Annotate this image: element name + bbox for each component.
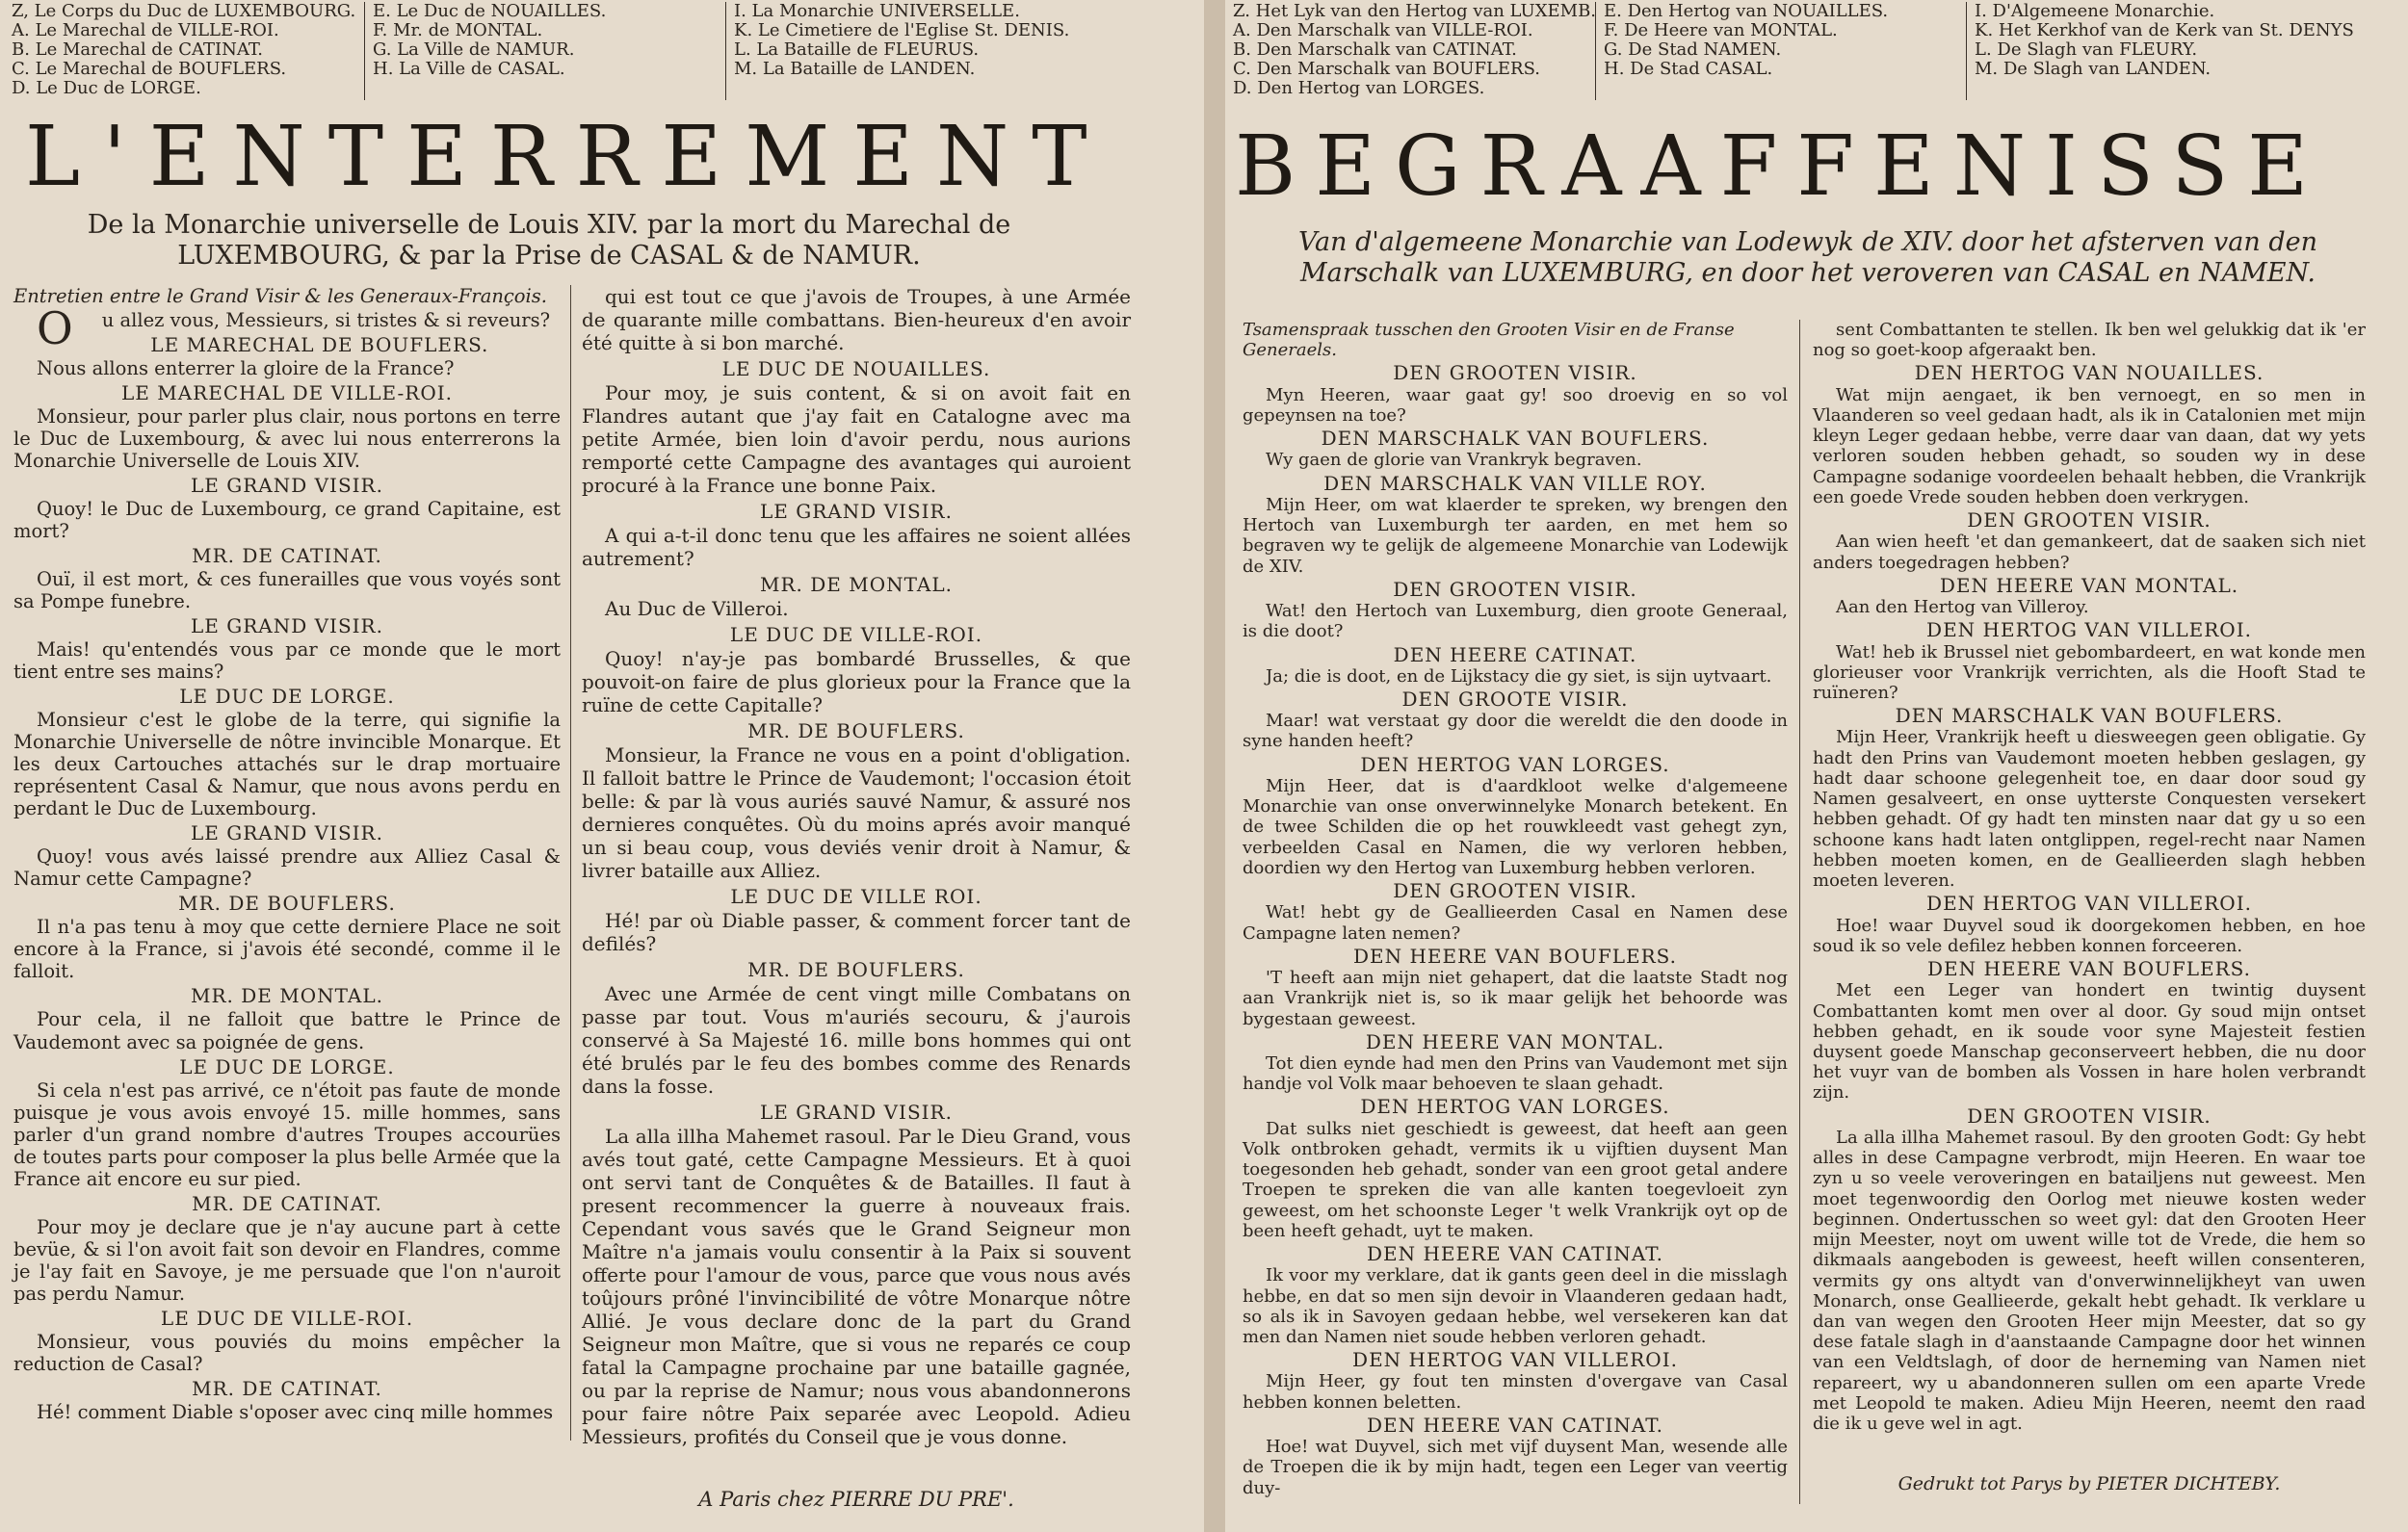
- speech-text: Hé! par où Diable passer, & comment forcer tant de defilés?: [582, 909, 1131, 955]
- speech-text: Met een Leger van hondert en twintig duysent Combattanten komt men over al door. Gy soud mijn ontset hebben gehadt, en ik soude voor syne Majesteit festien duysent goede Manschap geconserveert hebben, die nu door het vuyr van de bomben als Vossen in hare holen verbrandt zijn.: [1813, 980, 2366, 1104]
- speaker-heading: DEN GROOTE VISIR.: [1401, 687, 1629, 711]
- speaker-heading: DEN HEERE VAN CATINAT.: [1366, 1242, 1664, 1266]
- speaker-heading: MR. DE BOUFLERS.: [747, 958, 965, 981]
- speech-text: Ouï, il est mort, & ces funerailles que vous voyés sont sa Pompe funebre.: [13, 568, 561, 613]
- speech-text: Monsieur c'est le globe de la terre, qui signifie la Monarchie Universelle de nôtre invincible Monarque. Et les deux Cartouches attachés sur le drap mortuaire représentent Casal & Namur, que nous avons perdu en perdant le Duc de Luxembourg.: [13, 709, 561, 820]
- subtitle-line: De la Monarchie universelle de Louis XIV. par la mort du Marechal de: [87, 210, 1011, 240]
- speech-text: Hoe! waar Duyvel soud ik doorgekomen hebben, en hoe soud ik so vele defilez hebben konnen forceeren.: [1813, 915, 2366, 956]
- legend-column: [725, 2, 1158, 100]
- speaker-heading: DEN MARSCHALK VAN BOUFLERS.: [1895, 704, 2284, 728]
- speaker-heading: LE MARECHAL DE VILLE-ROI.: [121, 381, 453, 405]
- text-column-right: [1813, 320, 2366, 1456]
- speech-text: Tot dien eynde had men den Prins van Vaudemont met sijn handje vol Volk maar behoeven te slaan gehadt.: [1243, 1052, 1788, 1095]
- speaker-heading: LE GRAND VISIR.: [191, 614, 383, 638]
- subtitle-line: LUXEMBOURG, & par la Prise de CASAL & de NAMUR.: [177, 241, 921, 271]
- dutch-broadsheet: [1225, 0, 2408, 1532]
- speech-text: Aan den Hertog van Villeroy.: [1836, 597, 2089, 618]
- speech-text: Maar! wat verstaat gy door die wereldt die den doode in syne handen heeft?: [1243, 711, 1788, 752]
- speech-text: Wat mijn aengaet, ik ben vernoegt, en so men in Vlaanderen so veel gedaan hadt, als ik in Catalonien met mijn kleyn Leger gedaan hebbe, verre daar van daan, dat wy yets verloren souden hebben gehadt, so souden wy in dese Campagne sodanige voordeelen behaalt hebben, die Vrankrijk een goede Vrede souden hebben doen verkrygen.: [1813, 384, 2366, 507]
- column-divider: [1799, 320, 1800, 1504]
- speech-text: Mijn Heer, dat is d'aardkloot welke d'algemeene Monarchie van onse onverwinnelyke Monarch betekent. En de twee Schilden die op het rouwkleedt vast gehegt zyn, verbeelden Casal en Namen, die wy verloren hebben, doordien wy den Hertog van Luxemburg hebben verloren.: [1243, 775, 1788, 878]
- speech-text: Ja; die is doot, en de Lijkstacy die gy siet, is sijn uytvaart.: [1266, 665, 1772, 687]
- speech-text: Il n'a pas tenu à moy que cette derniere Place ne soit encore à la France, si j'avois été secondé, comme il le falloit.: [13, 916, 561, 983]
- legend-entry: E. Den Hertog van NOUAILLES.: [1604, 1, 1889, 21]
- page-title: L'ENTERREMENT: [25, 109, 1111, 205]
- speech-text: La alla illha Mahemet rasoul. By den grooten Godt: Gy hebt alles in dese Campagne verbrodt, mijn Heeren. En waar toe zyn u so veele veroveringen en batailjens nut geweest. Men moet tegenwoordig den Oorlog met nieuwe kosten weder beginnen. Ondertusschen so weet gyl: dat den Grooten Heer mijn Meester, noyt om uwent wille tot de Vrede, die hem so dikmaals aangeboden is geweest, heeft willen consenteren, vermits gy ons altydt van d'onverwinnelijkheyt van uwen Monarch, onse Geallieerde, gekalt hebt gehadt. Ik verklare u dan van wegen den Grooten Heer mijn Meester, dat so gy dese fatale slagh in d'aanstaande Campagne door het winnen van een Veldtslagh, of door de herneming van Namen niet repareert, wy u abandonneren sullen om een aparte Vrede met Leopold te maken. Adieu Mijn Heeren, neemt den raad die ik u geve wel in agt.: [1813, 1127, 2366, 1435]
- speaker-heading: LE GRAND VISIR.: [191, 821, 383, 845]
- speaker-heading: LE GRAND VISIR.: [191, 474, 383, 498]
- speaker-heading: DEN GROOTEN VISIR.: [1393, 879, 1637, 903]
- speaker-heading: MR. DE BOUFLERS.: [178, 892, 396, 916]
- speaker-heading: DEN HEERE VAN MONTAL.: [1365, 1029, 1665, 1053]
- page-subtitle: [39, 210, 1060, 272]
- speech-text: sent Combattanten te stellen. Ik ben wel gelukkig dat ik 'er nog so goet-koop afgeraakt ben.: [1813, 320, 2366, 361]
- speaker-heading: MR. DE CATINAT.: [192, 1191, 382, 1215]
- legend-entry: G. De Stad NAMEN.: [1604, 39, 1782, 60]
- speech-text: Monsieur, la France ne vous en a point d'obligation. Il falloit battre le Prince de Vaudemont; l'occasion étoit belle: & par là vous auriés sauvé Namur, & assuré nos dernieres conquêtes. Où du moins aprés avoir manqué un si beau coup, vous deviés venir droit à Namur, & livrer bataille aux Alliez.: [582, 743, 1131, 882]
- speaker-heading: MR. DE MONTAL.: [191, 984, 383, 1008]
- speech-text: Pour cela, il ne falloit que battre le Prince de Vaudemont avec sa poignée de gens.: [13, 1008, 561, 1053]
- speech-text: Mais! qu'entendés vous par ce monde que le mort tient entre ses mains?: [13, 638, 561, 684]
- legend-entry: H. De Stad CASAL.: [1604, 59, 1773, 79]
- speaker-heading: DEN HERTOG VAN VILLEROI.: [1926, 618, 2252, 642]
- speaker-heading: DEN HEERE VAN BOUFLERS.: [1926, 957, 2252, 981]
- legend-entry: Z. Het Lyk van den Hertog van LUXEMB.: [1233, 1, 1597, 21]
- page-title: BEGRAAFFENISSE: [1235, 118, 2328, 215]
- legend-entry: L. De Slagh van FLEURY.: [1975, 39, 2198, 60]
- legend-column: [364, 2, 720, 100]
- speaker-heading: MR. DE BOUFLERS.: [747, 719, 965, 742]
- legend-entry: C. Le Marechal de BOUFLERS.: [12, 59, 287, 79]
- speaker-heading: LE GRAND VISIR.: [760, 500, 953, 523]
- speech-text: Monsieur, vous pouviés du moins empêcher la reduction de Casal?: [13, 1330, 561, 1375]
- speaker-heading: DEN HEERE VAN MONTAL.: [1939, 573, 2239, 597]
- legend-entry: H. La Ville de CASAL.: [373, 59, 565, 79]
- page-fold: [1204, 0, 1225, 1532]
- speaker-heading: DEN GROOTEN VISIR.: [1967, 508, 2212, 532]
- speech-text: Mijn Heer, Vrankrijk heeft u diesweegen geen obligatie. Gy hadt den Prins van Vaudemont moeten hebben geslagen, gy hadt daar schoone gelegenheit toe, en daar door soud gy Namen gesalveert, en onse uytterste Conquesten versekert hebben gehadt. Of gy hadt ten minsten naar dat gy u so een schoone kans hadt laten ontglippen, regel-recht naar Namen hebben moeten komen, en de Geallieerden slagh hebben moeten leveren.: [1813, 727, 2366, 892]
- speech-text: Quoy! vous avés laissé prendre aux Alliez Casal & Namur cette Campagne?: [13, 845, 561, 891]
- speaker-heading: DEN HERTOG VAN VILLEROI.: [1926, 892, 2252, 916]
- speech-text: Aan wien heeft 'et dan gemankeert, dat de saaken sich niet anders toegedragen hebben?: [1813, 532, 2366, 573]
- speaker-heading: LE DUC DE VILLE-ROI.: [729, 623, 983, 646]
- speaker-heading: MR. DE MONTAL.: [760, 573, 953, 596]
- legend-entry: K. Le Cimetiere de l'Eglise St. DENIS.: [734, 20, 1070, 40]
- speech-text: Wat! heb ik Brussel niet gebombardeert, en wat konde men glorieuser voor Vrankrijk verrichten, als die Hooft Stad te ruïneren?: [1813, 641, 2366, 703]
- speaker-heading: DEN HERTOG VAN LORGES.: [1360, 1095, 1670, 1119]
- speaker-heading: MR. DE CATINAT.: [192, 1376, 382, 1400]
- speech-text: Quoy! n'ay-je pas bombardé Brusselles, & que pouvoit-on faire de plus glorieux pour la France que la ruïne de cette Capitalle?: [582, 647, 1131, 716]
- legend-entry: E. Le Duc de NOUAILLES.: [373, 1, 607, 21]
- legend-entry: B. Den Marschalk van CATINAT.: [1233, 39, 1517, 60]
- text-column-left: [13, 285, 561, 1527]
- speech-text: Au Duc de Villeroi.: [605, 597, 789, 620]
- speaker-heading: DEN GROOTEN VISIR.: [1393, 361, 1637, 385]
- speaker-heading: DEN HEERE CATINAT.: [1393, 642, 1637, 666]
- legend-entry: D. Le Duc de LORGE.: [12, 78, 201, 98]
- speaker-heading: DEN GROOTEN VISIR.: [1393, 577, 1637, 601]
- legend-entry: B. Le Marechal de CATINAT.: [12, 39, 263, 60]
- printer-imprint: Gedrukt tot Parys by PIETER DICHTEBY.: [1898, 1473, 2281, 1494]
- speech-text: Nous allons enterrer la gloire de la France?: [37, 357, 455, 380]
- speech-text: Dat sulks niet geschiedt is geweest, dat heeft aan geen Volk ontbroken gehadt, vermits ik u vijftien duysent Man toegesonden heb gehadt, sonder van een groot getal andere Troepen te spreken die van alle kanten toegevloeit zyn geweest, om het schoonste Leger 't welk Vrankrijk oyt op de been heeft gehadt, uyt te maken.: [1243, 1118, 1788, 1241]
- column-divider: [570, 285, 571, 1441]
- speaker-heading: LE DUC DE LORGE.: [179, 1054, 395, 1078]
- speech-text: 'T heeft aan mijn niet gehapert, dat die laatste Stadt nog aan Vrankrijk niet is, so ik maar gelijk het behoorde was bygestaan geweest.: [1243, 968, 1788, 1029]
- speech-text: Ou allez vous, Messieurs, si tristes & si reveurs?: [37, 302, 551, 355]
- speaker-heading: LE DUC DE VILLE ROI.: [730, 885, 982, 908]
- speaker-heading: DEN MARSCHALK VAN BOUFLERS.: [1321, 427, 1710, 451]
- legend-entry: F. Mr. de MONTAL.: [373, 20, 543, 40]
- legend-entry: A. Le Marechal de VILLE-ROI.: [12, 20, 279, 40]
- speech-text: Wat! hebt gy de Geallieerden Casal en Namen dese Campagne laten nemen?: [1243, 902, 1788, 944]
- speaker-heading: DEN HERTOG VAN VILLEROI.: [1352, 1348, 1678, 1372]
- speech-text: Monsieur, pour parler plus clair, nous portons en terre le Duc de Luxembourg, & avec lui nous enterrerons la Monarchie Universelle de Louis XIV.: [13, 405, 561, 473]
- speech-text: Quoy! le Duc de Luxembourg, ce grand Capitaine, est mort?: [13, 498, 561, 543]
- page-subtitle: [1254, 227, 2362, 289]
- speaker-heading: DEN HEERE VAN BOUFLERS.: [1352, 944, 1678, 968]
- speech-text: La alla illha Mahemet rasoul. Par le Dieu Grand, vous avés tout gaté, cette Campagne Messieurs. Et à quoi ont servi tant de Conquêtes & de Batailles. Il faut à present recommencer la guerre à nouveaux frais. Cependant vous savés que le Grand Seigneur mon Maître n'a jamais voulu consentir à la Paix si souvent offerte pour l'amour de vous, parce que vous nous avés toûjours prôné l'invincibilité de vôtre Monarque nôtre Allié. Je vous declare donc de la part du Grand Seigneur mon Maître, que si vous ne reparés ce coup fatal la Campagne prochaine par une bataille gagnée, ou par la reprise de Namur; nous vous abandonnerons pour faire nôtre Paix separée avec Leopold. Adieu Messieurs, profités du Conseil que je vous donne.: [582, 1125, 1131, 1448]
- speech-text: qui est tout ce que j'avois de Troupes, à une Armée de quarante mille combattans. Bien-heureux d'en avoir été quitte à si bon marché.: [582, 285, 1131, 354]
- speaker-heading: LE DUC DE VILLE-ROI.: [160, 1306, 414, 1330]
- speech-text: Pour moy, je suis content, & si on avoit fait en Flandres autant que j'ay fait en Catalogne avec ma petite Armée, bien loin d'avoir perdu, nous aurions remporté cette Campagne des avantages qui auroient procuré à la France une bonne Paix.: [582, 381, 1131, 497]
- legend-column: [1966, 2, 2379, 100]
- speech-text: Myn Heeren, waar gaat gy! soo droevig en so vol gepeynsen na toe?: [1243, 384, 1788, 426]
- legend-entry: M. De Slagh van LANDEN.: [1975, 59, 2212, 79]
- dialogue-intro: Tsamenspraak tusschen den Grooten Visir en de Franse Generaels.: [1243, 320, 1735, 361]
- speaker-heading: LE DUC DE NOUAILLES.: [721, 357, 991, 380]
- legend-entry: Z, Le Corps du Duc de LUXEMBOURG.: [12, 1, 356, 21]
- legend-entry: F. De Heere van MONTAL.: [1604, 20, 1838, 40]
- subtitle-line: Van d'algemeene Monarchie van Lodewyk de XIV. door het afsterven van den: [1298, 227, 2317, 257]
- speech-text: Avec une Armée de cent vingt mille Combatans on passe par tout. Vous m'auriés secouru, & j'aurois conservé à Sa Majesté 16. mille bons hommes qui ont été brulés par le feu des bombes comme des Renards dans la fosse.: [582, 982, 1131, 1098]
- speech-text: Hoe! wat Duyvel, sich met vijf duysent Man, wesende alle de Troepen die ik by mijn hadt, tegen een Leger van veertig duy-: [1243, 1437, 1788, 1498]
- speech-text: A qui a-t-il donc tenu que les affaires ne soient allées autrement?: [582, 524, 1131, 570]
- legend-column: [1595, 2, 1960, 100]
- legend-column: [1225, 1, 1597, 100]
- dialogue-intro: Entretien entre le Grand Visir & les Generaux-François.: [13, 285, 547, 307]
- legend-entry: I. D'Algemeene Monarchie.: [1975, 1, 2215, 21]
- speech-text: Pour moy je declare que je n'ay aucune part à cette bevüe, & si l'on avoit fait son devoir en Flandres, comme je l'ay fait en Savoye, je me persuade que l'on n'auroit pas perdu Namur.: [13, 1215, 561, 1305]
- speech-text: Ik voor my verklare, dat ik gants geen deel in die misslagh hebbe, en dat so men sijn devoir in Vlaanderen gedaan hadt, so als ik in Savoyen gedaan hebbe, wel versekeren kan dat men dan Namen niet soude hebben verloren gehadt.: [1243, 1265, 1788, 1348]
- legend-entry: I. La Monarchie UNIVERSELLE.: [734, 1, 1020, 21]
- legend-column: [4, 2, 358, 100]
- legend-entry: C. Den Marschalk van BOUFLERS.: [1233, 59, 1541, 79]
- speaker-heading: LE GRAND VISIR.: [760, 1101, 953, 1124]
- text-column-left: [1243, 320, 1788, 1523]
- speech-text: Wat! den Hertoch van Luxemburg, dien groote Generaal, is die doot?: [1243, 601, 1788, 642]
- speaker-heading: LE DUC DE LORGE.: [179, 685, 395, 709]
- legend-entry: A. Den Marschalk van VILLE-ROI.: [1233, 20, 1533, 40]
- speaker-heading: DEN HEERE VAN CATINAT.: [1366, 1413, 1664, 1437]
- legend-entry: G. La Ville de NAMUR.: [373, 39, 575, 60]
- speaker-heading: LE MARECHAL DE BOUFLERS.: [150, 333, 489, 357]
- speech-text: Hé! comment Diable s'oposer avec cinq mille hommes: [37, 1400, 554, 1423]
- legend-entry: M. La Bataille de LANDEN.: [734, 59, 976, 79]
- subtitle-line: Marschalk van LUXEMBURG, en door het veroveren van CASAL en NAMEN.: [1300, 258, 2316, 288]
- legend-entry: L. La Bataille de FLEURUS.: [734, 39, 980, 60]
- printer-imprint: A Paris chez PIERRE DU PRE'.: [698, 1488, 1014, 1511]
- speaker-heading: DEN MARSCHALK VAN VILLE ROY.: [1323, 471, 1707, 495]
- speaker-heading: DEN GROOTEN VISIR.: [1967, 1104, 2212, 1128]
- legend-entry: K. Het Kerkhof van de Kerk van St. DENYS: [1975, 20, 2354, 40]
- speech-text: Mijn Heer, gy fout ten minsten d'overgave van Casal hebben konnen beletten.: [1243, 1371, 1788, 1413]
- legend: [1225, 2, 2385, 100]
- speech-text: Si cela n'est pas arrivé, ce n'étoit pas faute de monde puisque je vous avois envoyé 15. mille hommes, sans parler d'un grand nombre d'autres Troupes accourües de toutes parts pour composer la plus belle Armée que la France ait encore eu sur pied.: [13, 1078, 561, 1190]
- legend-entry: D. Den Hertog van LORGES.: [1233, 78, 1485, 98]
- text-column-right: [582, 285, 1131, 1460]
- speaker-heading: MR. DE CATINAT.: [192, 544, 382, 568]
- speech-text: Wy gaen de glorie van Vrankryk begraven.: [1266, 450, 1642, 471]
- speech-text: Mijn Heer, om wat klaerder te spreken, wy brengen den Hertoch van Luxemburgh ter aarden, en met hem so begraven wy te gelijk de algemeene Monarchie van Lodewijk de XIV.: [1243, 494, 1788, 577]
- speaker-heading: DEN HERTOG VAN NOUAILLES.: [1914, 361, 2264, 385]
- speaker-heading: DEN HERTOG VAN LORGES.: [1360, 752, 1670, 776]
- legend: [4, 2, 1164, 100]
